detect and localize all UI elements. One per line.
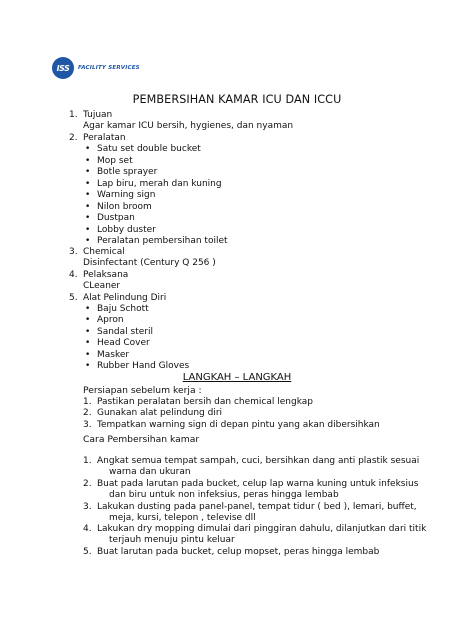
list-item: Dustpan xyxy=(97,213,135,223)
list-item: Sandal steril xyxy=(97,326,153,337)
section-desc: CLeaner xyxy=(83,281,121,291)
list-item: Warning sign xyxy=(97,190,156,200)
item-number: 4. xyxy=(83,524,92,534)
item-number: 3. xyxy=(83,419,92,430)
item-number: 3. xyxy=(83,501,92,512)
persiapan-heading: Persiapan sebelum kerja : xyxy=(83,385,202,396)
section-number: 1. xyxy=(69,110,78,120)
section-number: 2. xyxy=(69,133,78,143)
item-number: 2. xyxy=(83,479,92,489)
section-heading-chemical: Chemical xyxy=(83,247,125,257)
list-item: Pastikan peralatan bersih dan chemical lengkap xyxy=(97,396,313,407)
bullet-icon: • xyxy=(85,190,91,200)
list-item-cont: dan biru untuk non infeksius, peras hingga lembab xyxy=(109,490,339,500)
item-number: 1. xyxy=(83,396,92,407)
bullet-icon: • xyxy=(85,361,91,371)
section-number: 4. xyxy=(69,269,78,280)
list-item: Baju Schott xyxy=(97,303,149,314)
section-heading-tujuan: Tujuan xyxy=(83,110,113,120)
list-item-cont: warna dan ukuran xyxy=(109,467,191,477)
list-item-cont: meja, kursi, telepon , televise dll xyxy=(109,512,256,523)
item-number: 2. xyxy=(83,408,92,418)
bullet-icon: • xyxy=(85,178,91,189)
list-item: Peralatan pembersihan toilet xyxy=(97,236,228,246)
section-heading-pelaksana: Pelaksana xyxy=(83,269,129,280)
logo-text: FACILITY SERVICES xyxy=(78,65,140,71)
bullet-icon: • xyxy=(85,315,91,325)
cara-heading: Cara Pembersihan kamar xyxy=(83,434,200,445)
list-item: Head Cover xyxy=(97,338,150,348)
list-item: Lap biru, merah dan kuning xyxy=(97,178,222,189)
bullet-icon: • xyxy=(85,201,91,212)
list-item: Angkat semua tempat sampah, cuci, bersihkan dang anti plastik sesuai xyxy=(97,456,420,466)
list-item: Lakukan dusting pada panel-panel, tempat tidur ( bed ), lemari, buffet, xyxy=(97,501,417,512)
bullet-icon: • xyxy=(85,155,91,166)
bullet-icon: • xyxy=(85,213,91,223)
bullet-icon: • xyxy=(85,349,91,360)
document-title: PEMBERSIHAN KAMAR ICU DAN ICCU xyxy=(132,93,342,106)
list-item: Gunakan alat pelindung diri xyxy=(97,408,223,418)
list-item: Rubber Hand Gloves xyxy=(97,361,190,371)
section-desc: Disinfectant (Century Q 256 ) xyxy=(83,258,216,268)
section-number: 3. xyxy=(69,247,78,257)
section-heading-peralatan: Peralatan xyxy=(83,133,126,143)
list-item: Mop set xyxy=(97,155,133,166)
list-item: Buat pada larutan pada bucket, celup lap warna kuning untuk infeksius xyxy=(97,479,419,489)
bullet-icon: • xyxy=(85,303,91,314)
item-number: 5. xyxy=(83,546,92,557)
list-item: Lakukan dry mopping dimulai dari pinggiran dahulu, dilanjutkan dari titik xyxy=(97,524,427,534)
list-item: Masker xyxy=(97,349,130,360)
list-item: Satu set double bucket xyxy=(97,144,201,154)
steps-heading: LANGKAH – LANGKAH xyxy=(182,372,292,383)
section-heading-apd: Alat Pelindung Diri xyxy=(83,292,167,303)
section-number: 5. xyxy=(69,292,78,303)
list-item: Apron xyxy=(97,315,124,325)
bullet-icon: • xyxy=(85,224,91,235)
logo-mark: ISS xyxy=(52,57,74,79)
bullet-icon: • xyxy=(85,167,91,177)
bullet-icon: • xyxy=(85,236,91,246)
list-item: Nilon broom xyxy=(97,201,152,212)
list-item: Tempatkan warning sign di depan pintu yang akan dibersihkan xyxy=(97,419,380,430)
list-item: Botle sprayer xyxy=(97,167,158,177)
section-desc: Agar kamar ICU bersih, hygienes, dan nyaman xyxy=(83,121,294,131)
list-item-cont: terjauh menuju pintu keluar xyxy=(109,535,235,545)
list-item: Buat larutan pada bucket, celup mopset, peras hingga lembab xyxy=(97,546,380,557)
item-number: 1. xyxy=(83,456,92,466)
bullet-icon: • xyxy=(85,338,91,348)
company-logo xyxy=(52,57,140,79)
list-item: Lobby duster xyxy=(97,224,156,235)
bullet-icon: • xyxy=(85,144,91,154)
bullet-icon: • xyxy=(85,326,91,337)
